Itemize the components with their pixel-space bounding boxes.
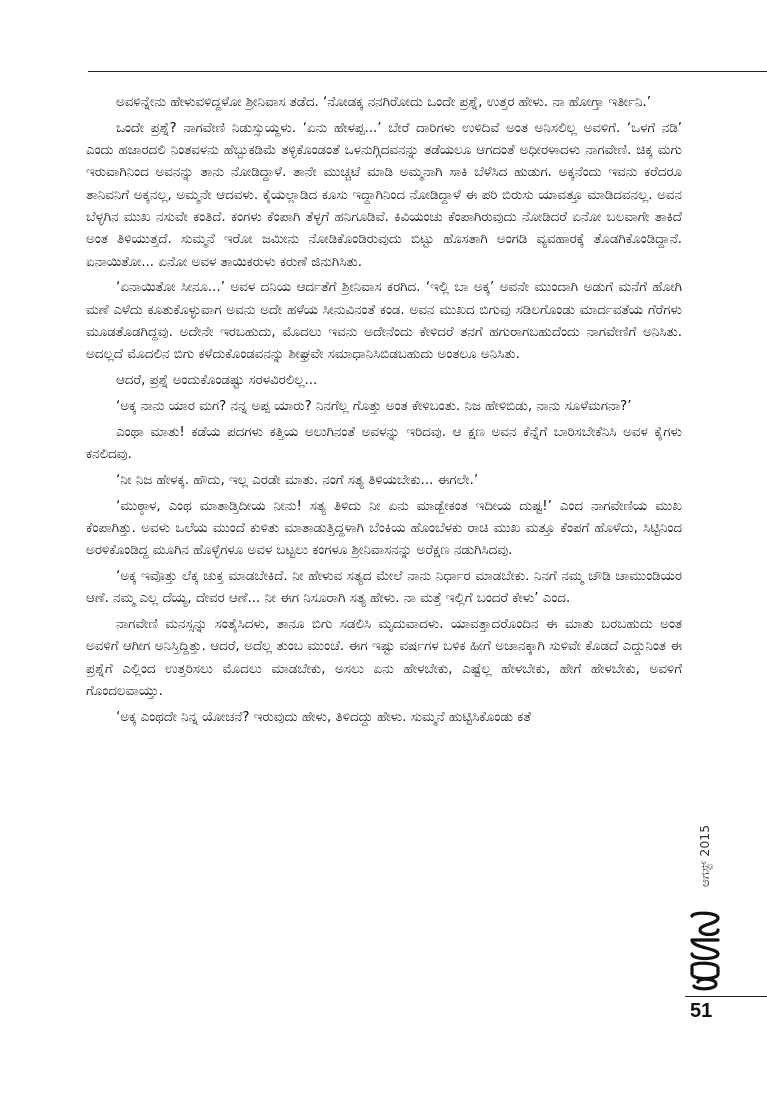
paragraph: ಆದರೆ, ಪ್ರಶ್ನೆ ಅಂದುಕೊಂಡಷ್ಟು ಸರಳವಿರಲಿಲ್ಲ...	[116, 373, 318, 389]
paragraph: ‘ಮುಠ್ಠಾಳ, ಎಂಥ ಮಾತಾಡ್ತಿದೀಯ ನೀನು! ಸತ್ಯ ತಿಳಿದು ನೀ ಏನು ಮಾಡ್ಬೇಕಂತ ಇದೀಯ ದುಷ್ಟ!’ ಎಂದ ನಾಗವೇಣಿಯ ಮುಖ ಕೆಂಪಾಗಿತ್ತು. ಅವಳು ಒಲೆಯ ಮುಂದೆ ಕುಳಿತು ಮಾತಾಡುತ್ತಿದ್ದಳಾಗಿ ಬೆಂಕಿಯ ಹೊಂಬೆಳಕು ರಾಚಿ ಮುಖ ಮತ್ತೂ ಕೆಂಪಗೆ ಹೊಳೆದು, ಸಿಟ್ಟಿನಿಂದ ಅರಳಿಕೊಂಡಿದ್ದ ಮೂಗಿನ ಹೊಳ್ಳೆಗಳೂ ಅವಳ ಬಟ್ಟಲು ಕಂಗಳೂ ಶ್ರೀನಿವಾಸನನ್ನು ಅರೆಕ್ಷಣ ನಡುಗಿಸಿದವು.	[86, 498, 682, 559]
paragraph: ಅವಳಿನ್ನೇನು ಹೇಳುವಳಿದ್ದಳೋ ಶ್ರೀನಿವಾಸ ತಡೆದ. ‘ನೋಡಕ್ಕ ನನಗಿರೋದು ಒಂದೇ ಪ್ರಶ್ನೆ, ಉತ್ತರ ಹೇಳು. ನಾ ಹೋಗ್ತಾ ಇರ್ತೀನಿ.’	[116, 95, 651, 110]
magazine-logo	[688, 910, 722, 992]
paragraph: ‘ಅಕ್ಕ ಎಂಥದೇ ನಿನ್ನ ಯೋಚನೆ? ಇರುವುದು ಹೇಳು, ತಿಳಿದದ್ದು ಹೇಳು. ಸುಮ್ಮನೆ ಹುಟ್ಟಿಸಿಕೊಂಡು ಕತೆ	[116, 709, 531, 725]
paragraph: ನಾಗವೇಣಿ ಮನಸ್ಸನ್ನು ಸಂತೈಸಿದಳು, ತಾನೂ ಬಿಗು ಸಡಲಿಸಿ ಮೃದುವಾದಳು. ಯಾವತ್ತಾದರೊಂದಿನ ಈ ಮಾತು ಬರಬಹುದು ಅಂತ ಅವಳಿಗೆ ಆಗೀಗ ಅನಿಸ್ತಿದ್ದಿತ್ತು. ಆದರೆ, ಅದೆಲ್ಲ ತುಂಬ ಮುಂಚೆ. ಈಗ ಇಷ್ಟು ವರ್ಷಗಳ ಬಳಿಕ ಹೀಗೆ ಅಚಾನಕ್ಕಾಗಿ ಸುಳಿವೇ ಕೊಡದೆ ಎದ್ದುನಿಂತ ಈ ಪ್ರಶ್ನೆಗೆ ಎಲ್ಲಿಂದ ಉತ್ತರಿಸಲು ಮೊದಲು ಮಾಡಬೇಕು, ಅಸಲು ಏನು ಹೇಳಬೇಕು, ಎಷ್ಟೆಲ್ಲ ಹೇಳಬೇಕು, ಹೇಗೆ ಹೇಳಬೇಕು, ಅವಳಿಗೆ ಗೊಂದಲವಾಯ್ತು.	[86, 617, 682, 699]
magazine-date	[690, 806, 720, 906]
footer-rule	[685, 996, 767, 997]
paragraph: ಎಂಥಾ ಮಾತು! ಕಡೆಯ ಪದಗಳು ಕತ್ತಿಯ ಅಲುಗಿನಂತೆ ಅವಳನ್ನು ಇರಿದವು. ಆ ಕ್ಷಣ ಅವನ ಕೆನ್ನೆಗೆ ಬಾರಿಸಬೇಕೆನಿಸಿ ಅವಳ ಕೈಗಳು ಕನಲಿದವು.	[86, 424, 682, 462]
story-text	[86, 92, 682, 733]
top-rule	[88, 71, 767, 72]
paragraph: ‘ಏನಾಯಿತೋ ಸೀನೂ...’ ಅವಳ ದನಿಯ ಆರ್ದತೆಗೆ ಶ್ರೀನಿವಾಸ ಕರಗಿದ. ‘ಇಲ್ಲಿ ಬಾ ಅಕ್ಕ’ ಅವನೇ ಮುಂದಾಗಿ ಅಡುಗೆ ಮನೆಗೆ ಹೋಗಿ ಮಣೆ ಎಳೆದು ಕೂತುಕೊಳ್ಳುವಾಗ ಅವನು ಅದೇ ಹಳೆಯ ಸೀನುವಿನಂತೆ ಕಂಡ. ಅವನ ಮುಖದ ಬಿಗುವು ಸಡಿಲಗೊಂಡು ಮಾರ್ದವತೆಯ ಗೆರೆಗಳು ಮೂಡತೊಡಗಿದ್ದವು. ಅದೇನೇ ಇರಬಹುದು, ಮೊದಲು ಇವನು ಅದೇನೆಂದು ಕೇಳಿದರೆ ತನಗೆ ಹಗುರಾಗಬಹುದೆಂದು ನಾಗವೇಣಿಗೆ ಅನಿಸಿತು. ಅದಲ್ಲದೆ ಮೊದಲಿನ ಬಿಗು ಕಳೆದುಕೊಂಡವನನ್ನು ಶೀಘ್ರವೇ ಸಮಾಧಾನಿಸಿಬಿಡಬಹುದು ಅಂತಲೂ ಅನಿಸಿತು.	[86, 280, 682, 363]
magazine-date-text: ಆಗಸ್ಟ್ 2015	[697, 824, 712, 888]
paragraph: ‘ಅಕ್ಕ ಇವೊತ್ತು ಲೆಕ್ಕ ಚುಕ್ತ ಮಾಡಬೇಕಿದೆ. ನೀ ಹೇಳುವ ಸತ್ಯದ ಮೇಲೆ ನಾನು ನಿರ್ಧಾರ ಮಾಡಬೇಕು. ನಿನಗೆ ನಮ್ಮ ಚೌಡಿ ಚಾಮುಂಡಿಯರ ಆಣೆ. ನಮ್ಮ ಎಲ್ಲ ದೆಯ್ಯ, ದೇವರ ಆಣೆ... ನೀ ಈಗ ನಿಸೂರಾಗಿ ಸತ್ಯ ಹೇಳು. ನಾ ಮತ್ತೆ ಇಲ್ಲಿಗೆ ಬಂದರೆ ಕೇಳು’ ಎಂದ.	[86, 568, 682, 607]
magazine-logo-mark	[688, 910, 722, 992]
page-number: 51	[690, 1000, 713, 1022]
paragraph: ಒಂದೇ ಪ್ರಶ್ನೆ? ನಾಗವೇಣಿ ನಿಡುಸ್ಸುಯ್ದಳು. ‘ಏನು ಹೇಳಪ್ಪ...’ ಬೇರೆ ದಾರಿಗಳು ಉಳಿದಿವೆ ಅಂತ ಅನಿಸಲಿಲ್ಲ ಅವಳಿಗೆ. ‘ಒಳಗೆ ನಡಿ’ ಎಂದು ಹಜಾರದಲಿ ನಿಂತವಳನು ಹೆಬ್ಬುಕಡಿಮೆ ತಳ್ಳಿಕೊಂಡಂತೆ ಒಳನುಗ್ಗಿದವನನ್ನು ತಡೆಯಲೂ ಆಗದಂತೆ ಅಧೀರಳಾದಳು ನಾಗವೇಣಿ. ಚಿಕ್ಕ ಮಗು ಇರುವಾಗಿನಿಂದ ಅವನನ್ನು ತಾನು ನೋಡಿದ್ದಾಳೆ. ತಾನೇ ಮುಚ್ಚಟೆ ಮಾಡಿ ಅಮ್ಮನಾಗಿ ಸಾಕಿ ಬೆಳೆಸಿದ ಹುಡುಗ. ಅಕ್ಕನೆಂದು ಇವನು ಕರೆದರೂ ತಾನಿವನಿಗೆ ಅಕ್ಕನಲ್ಲ, ಅಮ್ಮನೇ ಆದವಳು. ಕೈಯಲ್ಲಾಡಿದ ಕೂಸು ಇದ್ದಾಗಿನಿಂದ ನೋಡಿದ್ದಾಳೆ ಈ ಪರಿ ಬಿರುಸು ಯಾವತ್ತೂ ಮಾಡಿದವನಲ್ಲ. ಅವನ ಬೆಳ್ಳಗಿನ ಮುಖ ನಸುವೇ ಕಂತಿದೆ. ಕಂಗಳು ಕೆಂಪಾಗಿ ತೆಳ್ಳಗೆ ಹನಿಗೂಡಿವೆ. ಕಿವಿಯಂಚು ಕೆಂಪಾಗಿರುವುದು ನೋಡಿದರೆ ಏನೋ ಬಲವಾಗೇ ತಾಕಿದೆ ಅಂತ ತಿಳಿಯುತ್ತದೆ. ಸುಮ್ಮನೆ ಇರೋ ಜಮೀನು ನೋಡಿಕೊಂಡಿರುವುದು ಬಿಟ್ಟು ಹೊಸತಾಗಿ ಅಂಗಡಿ ವ್ಯವಹಾರಕ್ಕೆ ತೊಡಗಿಕೊಂಡಿದ್ದಾನೆ. ಏನಾಯಿತೋ... ಏನೋ ಅವಳ ತಾಯಿಕರುಳು ಕರುಣೆ ಜಿನುಗಿಸಿತು.	[86, 120, 682, 270]
paragraph: ‘ನೀ ನಿಜ ಹೇಳಕ್ಕ. ಹೌದು, ಇಲ್ಲ ಎರಡೇ ಮಾತು. ನಂಗೆ ಸತ್ಯ ತಿಳಿಯಬೇಕು... ಈಗಲೇ.’	[116, 472, 479, 488]
paragraph: ‘ಅಕ್ಕ ನಾನು ಯಾರ ಮಗ? ನನ್ನ ಅಪ್ಪ ಯಾರು? ನಿನಗೆಲ್ಲ ಗೊತ್ತು ಅಂತ ಕೇಳಿಬಂತು. ನಿಜ ಹೇಳಿಬಿಡು, ನಾನು ಸೂಳೆಮಗನಾ?’	[116, 398, 632, 414]
